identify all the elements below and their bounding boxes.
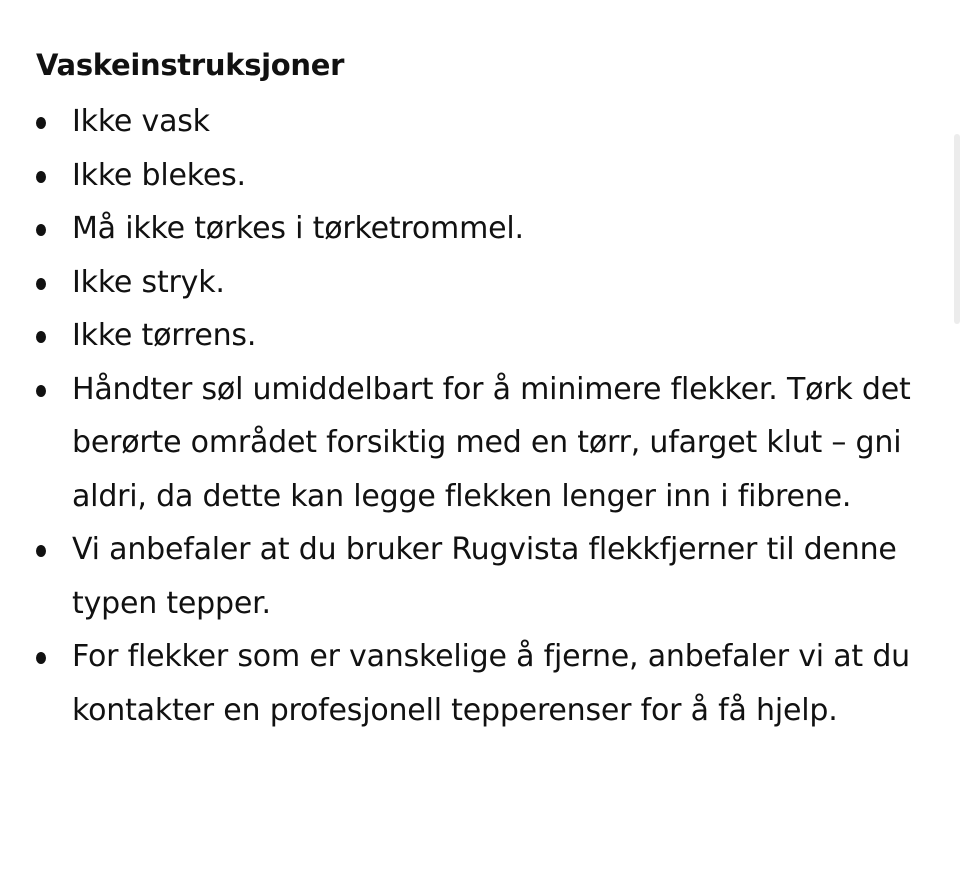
list-item — [36, 202, 916, 256]
instructions-list — [36, 95, 916, 737]
list-item — [36, 630, 916, 737]
list-item — [36, 309, 916, 363]
list-item-text: Ikke tørrens. — [72, 318, 257, 353]
list-item-text: Vi anbefaler at du bruker Rugvista flekkfjerner til denne typen tepper. — [72, 532, 897, 621]
list-item — [36, 95, 916, 149]
list-item — [36, 149, 916, 203]
list-item-text: Ikke blekes. — [72, 157, 246, 193]
bullet-icon — [36, 278, 46, 290]
list-item — [36, 256, 916, 310]
list-item-text: Må ikke tørkes i tørketrommel. — [72, 211, 524, 246]
list-item-text: Ikke vask — [72, 104, 210, 139]
list-item — [36, 523, 916, 630]
bullet-icon — [36, 224, 46, 236]
list-item-text: For flekker som er vanskelige å fjerne, anbefaler vi at du kontakter en profesjonell tepperenser for å få hjelp. — [72, 639, 910, 728]
bullet-icon — [36, 117, 46, 129]
bullet-icon — [36, 652, 46, 664]
bullet-icon — [36, 385, 46, 397]
list-item-text: Håndter søl umiddelbart for å minimere flekker. Tørk det berørte området forsiktig med en tørr, ufarget klut – gni aldri, da dette kan legge flekken lenger inn i fibrene. — [72, 371, 911, 514]
list-item — [36, 363, 916, 524]
washing-instructions-section — [36, 38, 916, 737]
bullet-icon — [36, 171, 46, 183]
list-item-text: Ikke stryk. — [72, 264, 225, 300]
bullet-icon — [36, 545, 46, 557]
section-heading: Vaskeinstruksjoner — [36, 48, 345, 82]
scrollbar[interactable] — [954, 134, 960, 324]
bullet-icon — [36, 331, 46, 343]
